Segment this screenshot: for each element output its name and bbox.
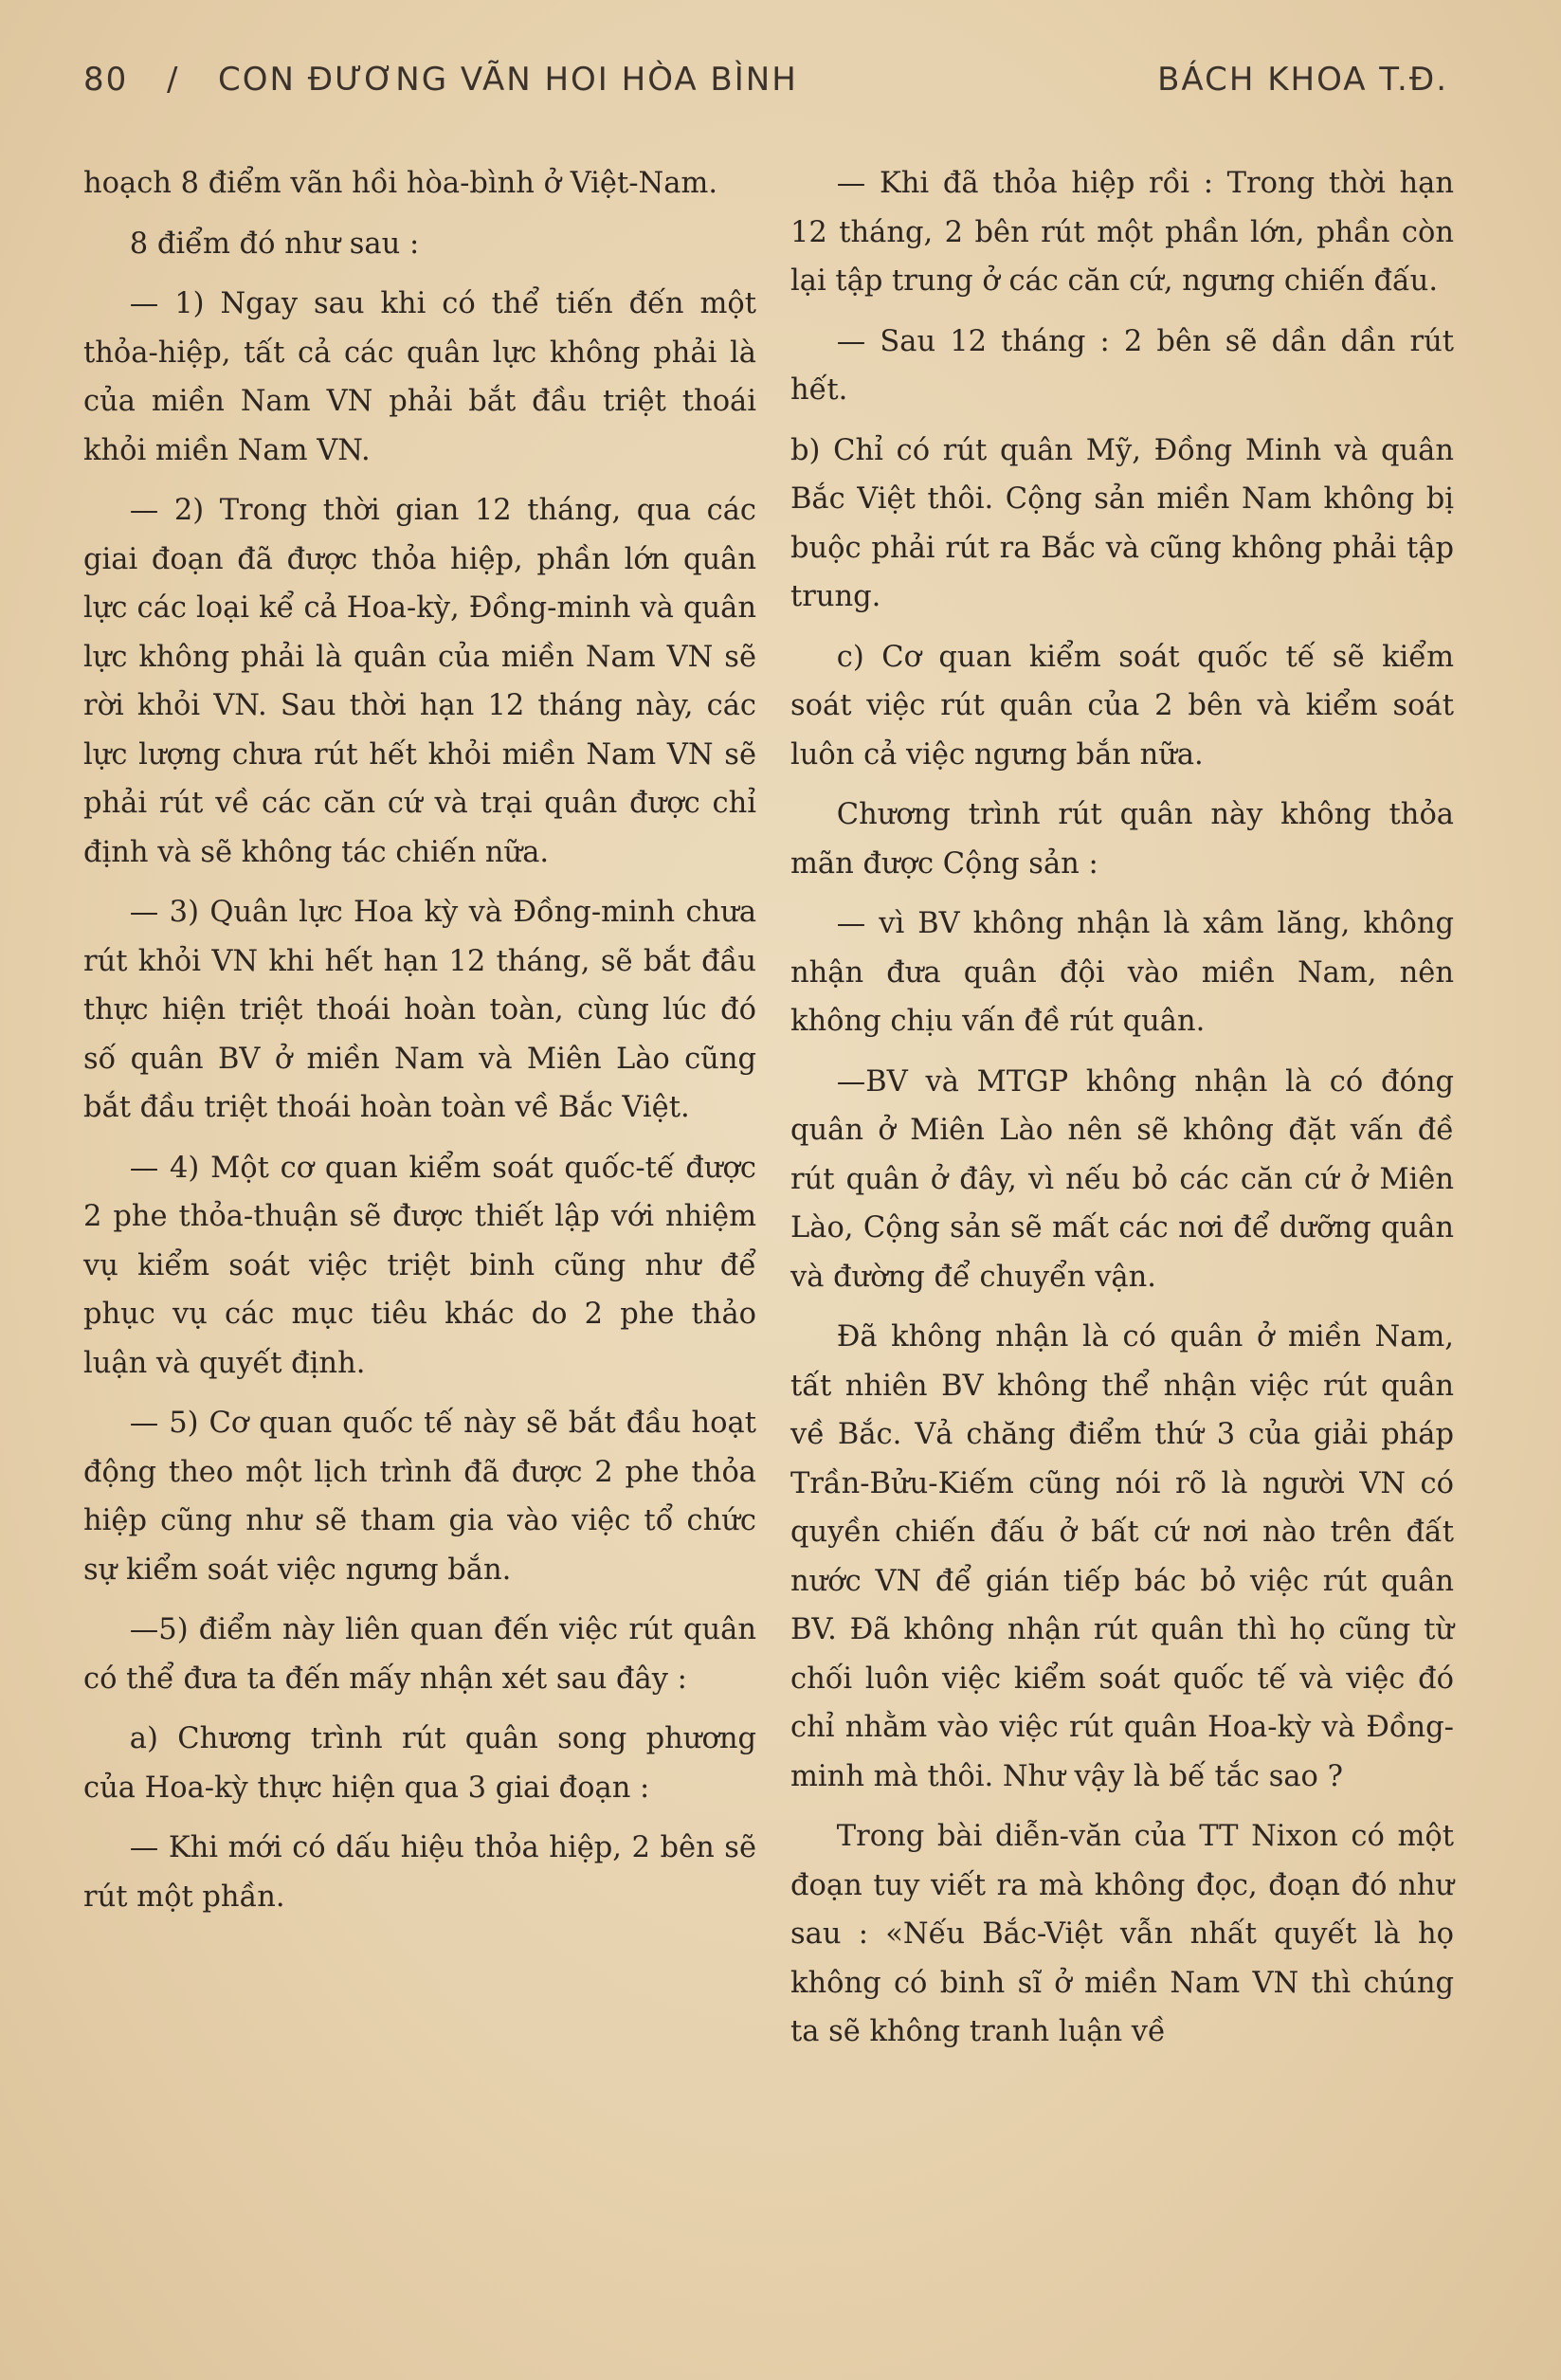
paragraph: Chương trình rút quân này không thỏa mãn được Cộng sản : bbox=[790, 798, 1454, 881]
magazine-name: BÁCH KHOA T.Đ. bbox=[1157, 61, 1448, 99]
paragraph: — Khi mới có dấu hiệu thỏa hiệp, 2 bên sẽ rút một phần. bbox=[83, 1831, 756, 1914]
paragraph: — vì BV không nhận là xâm lăng, không nhận đưa quân đội vào miền Nam, nên không chịu vấn đề rút quân. bbox=[790, 907, 1454, 1038]
paragraph: —BV và MTGP không nhận là có đóng quân ở Miên Lào nên sẽ không đặt vấn đề rút quân ở đây, vì nếu bỏ các căn cứ ở Miên Lào, Cộng sản sẽ mất các nơi để dưỡng quân và đường để chuyển vận. bbox=[790, 1064, 1454, 1294]
paragraph: — 4) Một cơ quan kiểm soát quốc-tế được 2 phe thỏa-thuận sẽ được thiết lập với nhiệm vụ kiểm soát việc triệt binh cũng như để phục vụ các mục tiêu khác do 2 phe thảo luận và quyết định. bbox=[83, 1151, 756, 1380]
paragraph: 8 điểm đó như sau : bbox=[129, 227, 420, 261]
paragraph: Đã không nhận là có quân ở miền Nam, tất nhiên BV không thể nhận việc rút quân về Bắc. Vả chăng điểm thứ 3 của giải pháp Trần-Bửu-Kiếm cũng nói rõ là người VN có quyền chiến đấu ở bất cứ nơi nào trên đất nước VN để gián tiếp bác bỏ việc rút quân BV. Đã không nhận rút quân thì họ cũng từ chối luôn việc kiểm soát quốc tế và việc đó chỉ nhằm vào việc rút quân Hoa-kỳ và Đồng-minh mà thôi. Như vậy là bế tắc sao ? bbox=[790, 1320, 1454, 1793]
running-header bbox=[83, 61, 1448, 108]
paragraph: — 1) Ngay sau khi có thể tiến đến một thỏa-hiệp, tất cả các quân lực không phải là của miền Nam VN phải bắt đầu triệt thoái khỏi miền Nam VN. bbox=[83, 287, 756, 467]
paragraph: Trong bài diễn-văn của TT Nixon có một đoạn tuy viết ra mà không đọc, đoạn đó như sau : «Nếu Bắc-Việt vẫn nhất quyết là họ không có binh sĩ ở miền Nam VN thì chúng ta sẽ không tranh luận về bbox=[790, 1820, 1454, 2048]
paragraph: — 3) Quân lực Hoa kỳ và Đồng-minh chưa rút khỏi VN khi hết hạn 12 tháng, sẽ bắt đầu thực hiện triệt thoái hoàn toàn, cùng lúc đó số quân BV ở miền Nam và Miên Lào cũng bắt đầu triệt thoái hoàn toàn về Bắc Việt. bbox=[83, 896, 756, 1124]
paragraph: — Sau 12 tháng : 2 bên sẽ dần dần rút hết. bbox=[790, 324, 1454, 407]
paragraph: — 5) Cơ quan quốc tế này sẽ bắt đầu hoạt động theo một lịch trình đã được 2 phe thỏa hiệp cũng như sẽ tham gia vào việc tổ chức sự kiểm soát việc ngưng bắn. bbox=[83, 1407, 756, 1587]
paragraph: hoạch 8 điểm vãn hồi hòa-bình ở Việt-Nam. bbox=[83, 167, 718, 200]
header-separator: / bbox=[167, 61, 180, 99]
paragraph: — 2) Trong thời gian 12 tháng, qua các giai đoạn đã được thỏa hiệp, phần lớn quân lực các loại kể cả Hoa-kỳ, Đồng-minh và quân lực không phải là quân của miền Nam VN sẽ rời khỏi VN. Sau thời hạn 12 tháng này, các lực lượng chưa rút hết khỏi miền Nam VN sẽ phải rút về các căn cứ và trại quân được chỉ định và sẽ không tác chiến nữa. bbox=[83, 494, 756, 869]
paragraph: a) Chương trình rút quân song phương của Hoa-kỳ thực hiện qua 3 giai đoạn : bbox=[83, 1722, 756, 1805]
paragraph: —5) điểm này liên quan đến việc rút quân có thể đưa ta đến mấy nhận xét sau đây : bbox=[83, 1613, 756, 1696]
right-column bbox=[790, 159, 1454, 2068]
paragraph: — Khi đã thỏa hiệp rồi : Trong thời hạn 12 tháng, 2 bên rút một phần lớn, phần còn lại tập trung ở các căn cứ, ngưng chiến đấu. bbox=[790, 167, 1454, 298]
page-number: 80 bbox=[83, 61, 129, 99]
paragraph: b) Chỉ có rút quân Mỹ, Đồng Minh và quân Bắc Việt thôi. Cộng sản miền Nam không bị buộc phải rút ra Bắc và cũng không phải tập trung. bbox=[790, 433, 1454, 613]
article-title: CON ĐƯƠNG VÃN HOI HÒA BÌNH bbox=[218, 61, 798, 99]
paragraph: c) Cơ quan kiểm soát quốc tế sẽ kiểm soát việc rút quân của 2 bên và kiểm soát luôn cả việc ngưng bắn nữa. bbox=[790, 640, 1454, 772]
left-column bbox=[83, 159, 756, 1933]
